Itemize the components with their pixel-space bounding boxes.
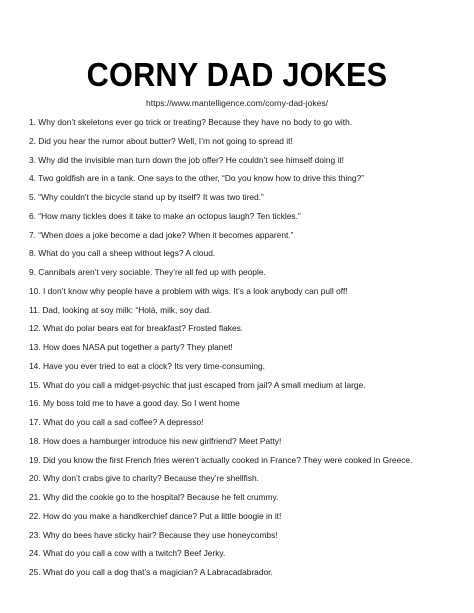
- list-item: 23. Why do bees have sticky hair? Because they use honeycombs!: [29, 529, 278, 540]
- list-item: 6. “How many tickles does it take to make an octopus laugh? Ten tickles.”: [29, 210, 301, 221]
- list-item: 5. “Why couldn't the bicycle stand up by itself? It was two tired.”: [29, 192, 264, 202]
- page-title: CORNY DAD JOKES: [86, 56, 388, 93]
- list-item: 11. Dad, looking at soy milk: “Holá, milk, soy dad.: [29, 304, 212, 315]
- list-item: 12. What do polar bears eat for breakfast? Frosted flakes.: [29, 323, 244, 334]
- list-item: 21. Why did the cookie go to the hospital? Because he felt crummy.: [29, 492, 279, 502]
- list-item: 19. Did you know the first French fries weren’t actually cooked in France? They were cooked in Greece.: [29, 454, 413, 465]
- list-item: 8. What do you call a sheep without legs? A cloud.: [29, 248, 216, 259]
- list-item: 17. What do you call a sad coffee? A depresso!: [29, 417, 204, 427]
- list-item: 3. Why did the invisible man turn down the job offer? He couldn’t see himself doing it!: [29, 154, 345, 165]
- list-item: 14. Have you ever tried to eat a clock? Its very time-consuming.: [29, 360, 266, 371]
- list-item: 4. Two goldfish are in a tank. One says to the other, “Do you know how to drive this thing?”: [29, 173, 365, 184]
- list-item: 2. Did you hear the rumor about butter? Well, I’m not going to spread it!: [29, 135, 293, 146]
- source-url: https://www.mantelligence.com/corny-dad-jokes/: [146, 98, 328, 108]
- list-item: 16. My boss told me to have a good day. So I went home: [29, 398, 240, 409]
- list-item: 10. I don’t know why people have a problem with wigs. It’s a look anybody can pull off!: [29, 285, 348, 296]
- list-item: 1. Why don’t skeletons ever go trick or treating? Because they have no body to go with.: [29, 117, 353, 127]
- list-item: 18. How does a hamburger introduce his new girlfriend? Meet Patty!: [29, 435, 282, 446]
- list-item: 20. Why don’t crabs give to charity? Because they’re shellfish.: [29, 473, 259, 484]
- jokes-list: [29, 113, 469, 582]
- list-item: 7. “When does a joke become a dad joke? When it becomes apparent.”: [29, 229, 294, 240]
- list-item: 15. What do you call a midget-psychic that just escaped from jail? A small medium at large.: [29, 379, 366, 390]
- list-item: 22. How do you make a handkerchief dance? Put a little boogie in it!: [29, 510, 282, 521]
- list-item: 9. Cannibals aren’t very sociable. They’re all fed up with people.: [29, 267, 266, 277]
- list-item: 25. What do you call a dog that’s a magician? A Labracadabrador.: [29, 567, 273, 577]
- list-item: 13. How does NASA put together a party? They planet!: [29, 342, 233, 352]
- list-item: 24. What do you call a cow with a twitch? Beef Jerky.: [29, 548, 226, 559]
